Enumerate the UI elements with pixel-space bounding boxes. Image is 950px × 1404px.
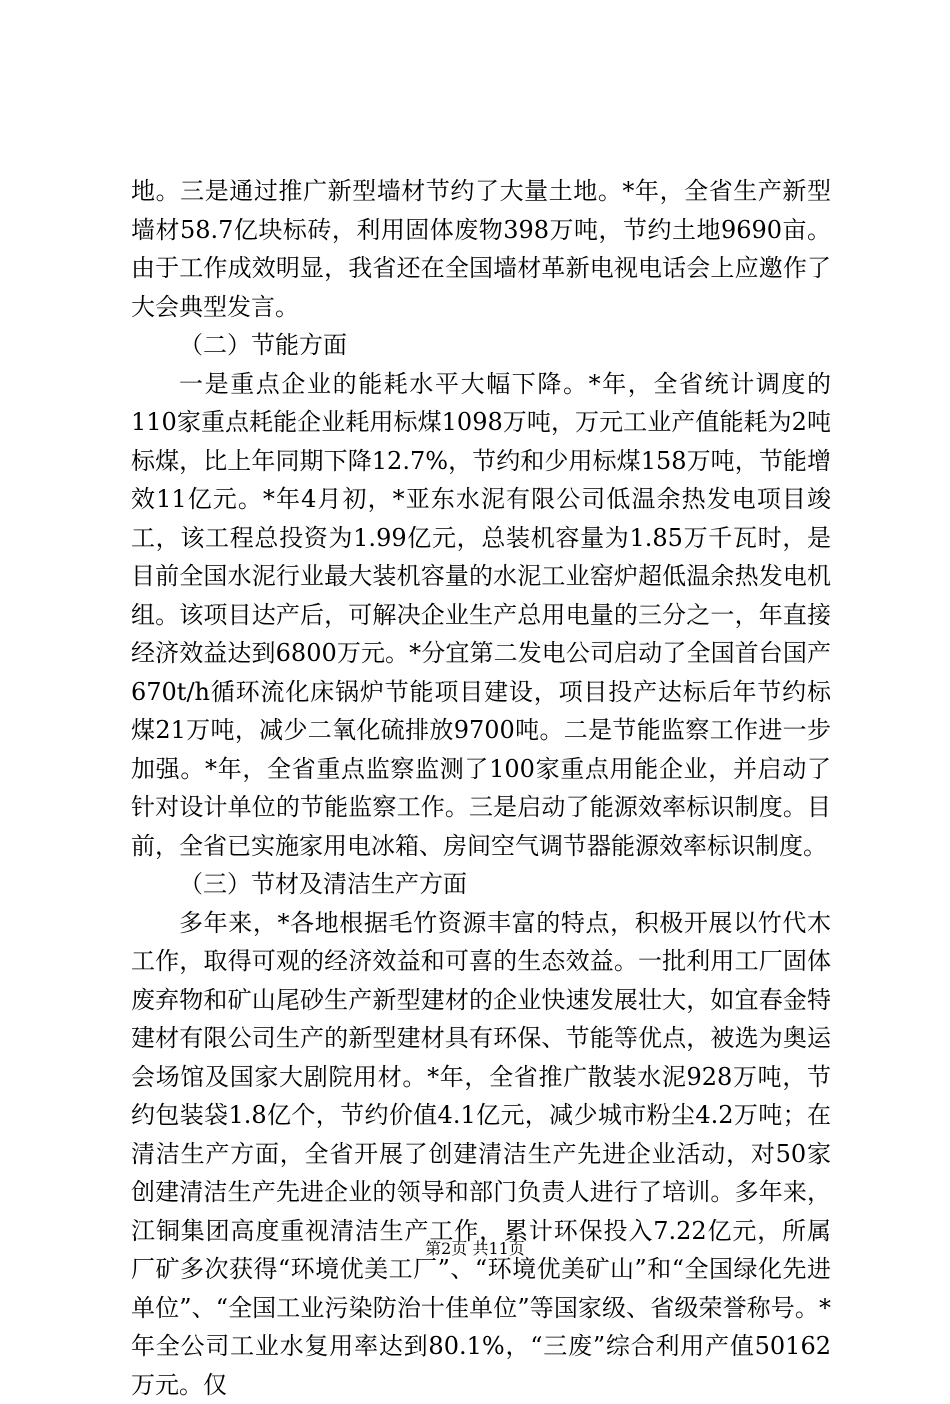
document-body	[131, 172, 831, 1404]
page-footer: 第2页 共11页	[0, 1236, 950, 1259]
section-heading-materials-clean-production: （三）节材及清洁生产方面	[131, 865, 831, 904]
paragraph-2: 一是重点企业的能耗水平大幅下降。*年，全省统计调度的110家重点耗能企业耗用标煤1098万吨，万元工业产值能耗为2吨标煤，比上年同期下降12.7%，节约和少用标煤158万吨，节能增效11亿元。*年4月初，*亚东水泥有限公司低温余热发电项目竣工，该工程总投资为1.99亿元，总装机容量为1.85万千瓦时，是目前全国水泥行业最大装机容量的水泥工业窑炉超低温余热发电机组。该项目达产后，可解决企业生产总用电量的三分之一，年直接经济效益达到6800万元。*分宜第二发电公司启动了全国首台国产670t/h循环流化床锅炉节能项目建设，项目投产达标后年节约标煤21万吨，减少二氧化硫排放9700吨。二是节能监察工作进一步加强。*年，全省重点监察监测了100家重点用能企业，并启动了针对设计单位的节能监察工作。三是启动了能源效率标识制度。目前，全省已实施家用电冰箱、房间空气调节器能源效率标识制度。	[131, 365, 831, 866]
paragraph-1: 地。三是通过推广新型墙材节约了大量土地。*年，全省生产新型墙材58.7亿块标砖，利用固体废物398万吨，节约土地9690亩。由于工作成效明显，我省还在全国墙材革新电视电话会上应邀作了大会典型发言。	[131, 172, 831, 326]
paragraph-3: 多年来，*各地根据毛竹资源丰富的特点，积极开展以竹代木工作，取得可观的经济效益和可喜的生态效益。一批利用工厂固体废弃物和矿山尾砂生产新型建材的企业快速发展壮大，如宜春金特建材有限公司生产的新型建材具有环保、节能等优点，被选为奥运会场馆及国家大剧院用材。*年，全省推广散装水泥928万吨，节约包装袋1.8亿个，节约价值4.1亿元，减少城市粉尘4.2万吨；在清洁生产方面，全省开展了创建清洁生产先进企业活动，对50家创建清洁生产先进企业的领导和部门负责人进行了培训。多年来，江铜集团高度重视清洁生产工作，累计环保投入7.22亿元，所属厂矿多次获得“环境优美工厂”、“环境优美矿山”和“全国绿化先进单位”、“全国工业污染防治十佳单位”等国家级、省级荣誉称号。*年全公司工业水复用率达到80.1%，“三废”综合利用产值50162万元。仅	[131, 904, 831, 1404]
section-heading-energy-saving: （二）节能方面	[131, 326, 831, 365]
